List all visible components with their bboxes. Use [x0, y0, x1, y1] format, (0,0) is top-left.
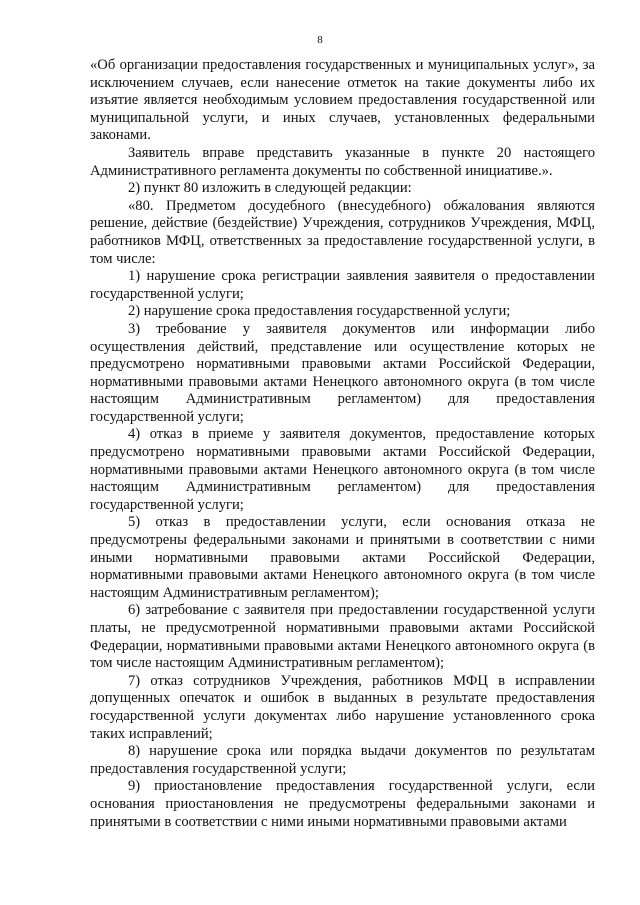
paragraph: 2) пункт 80 изложить в следующей редакции: — [128, 180, 412, 197]
paragraph: Заявитель вправе представить указанные в пункте 20 настоящего Административного регламента документы по собственной инициативе.». — [90, 144, 595, 179]
list-item: 9) приостановление предоставления государственной услуги, если основания приостановления не предусмотрены федеральными законами и принятыми в соответствии с ними иными нормативными правовыми актами — [90, 778, 595, 830]
list-item: 8) нарушение срока или порядка выдачи документов по результатам предоставления государственной услуги; — [90, 743, 595, 777]
list-item: 3) требование у заявителя документов или информации либо осуществления действий, представление или осуществление которых не предусмотрено нормативными правовыми актами Российской Федерации, нормативными правовыми актами Ненецкого автономного округа (в том числе настоящим Административным регламентом) для предоставления государственной услуги; — [90, 320, 595, 425]
list-item: 2) нарушение срока предоставления государственной услуги; — [128, 303, 511, 320]
page-number: 8 — [317, 34, 323, 46]
list-item: 7) отказ сотрудников Учреждения, работников МФЦ в исправлении допущенных опечаток и ошибок в выданных в результате предоставления государственной услуги документах либо нарушение установленного срока таких исправлений; — [90, 672, 595, 742]
list-item: 5) отказ в предоставлении услуги, если основания отказа не предусмотрены федеральными законами и принятыми в соответствии с ними иными нормативными правовыми актами Российской Федерации, нормативными правовыми актами Ненецкого автономного округа (в том числе настоящим Административным регламентом); — [90, 514, 595, 601]
document-body — [90, 57, 595, 831]
list-item: 1) нарушение срока регистрации заявления заявителя о предоставлении государственной услуги; — [90, 268, 595, 302]
paragraph: «Об организации предоставления государственных и муниципальных услуг», за исключением случаев, если нанесение отметок на такие документы либо их изъятие является необходимым условием предоставления государственной или муниципальной услуги, и иных случаев, установленных федеральными законами. — [90, 57, 595, 144]
list-item: 4) отказ в приеме у заявителя документов, предоставление которых предусмотрено нормативными правовыми актами Российской Федерации, нормативными правовыми актами Ненецкого автономного округа (в том числе настоящим Административным регламентом) для предоставления государственной услуги; — [90, 426, 595, 513]
list-item: 6) затребование с заявителя при предоставлении государственной услуги платы, не предусмотренной нормативными правовыми актами Российской Федерации, нормативными правовыми актами Ненецкого автономного округа (в том числе настоящим Административным регламентом); — [90, 602, 595, 672]
paragraph: «80. Предметом досудебного (внесудебного) обжалования являются решение, действие (бездействие) Учреждения, сотрудников Учреждения, МФЦ, работников МФЦ, ответственных за предоставление государственной услуги, в том числе: — [90, 197, 595, 267]
